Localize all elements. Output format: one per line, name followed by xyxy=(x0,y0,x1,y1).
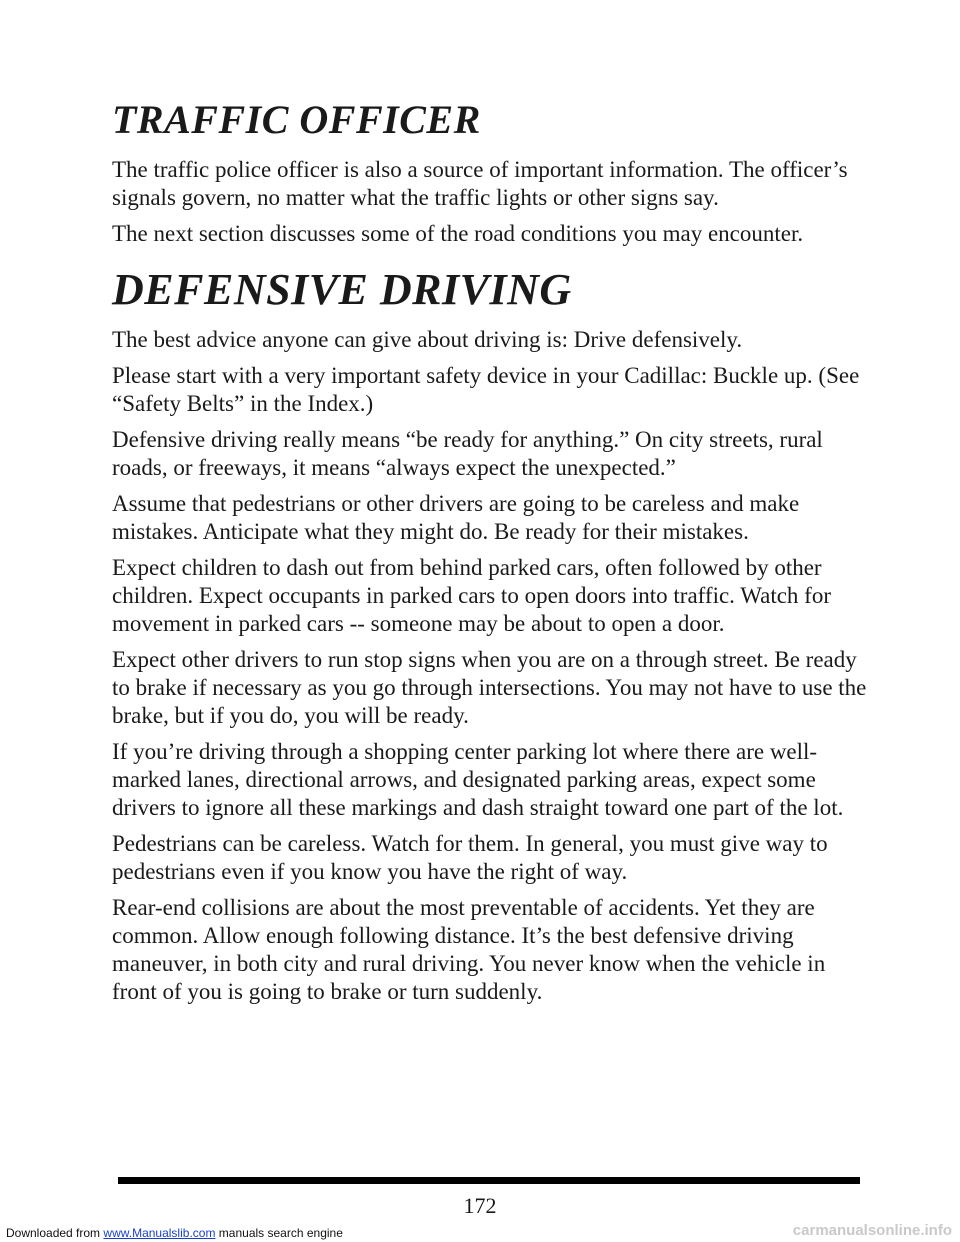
page-content xyxy=(112,96,872,1014)
footer-prefix: Downloaded from xyxy=(6,1226,101,1240)
paragraph: Expect other drivers to run stop signs when you are on a through street. Be ready to brake if necessary as you go through intersections. You may not have to use the brake, but if you do, you will be ready. xyxy=(112,647,867,728)
paragraph: Please start with a very important safety device in your Cadillac: Buckle up. (See “Safety Belts” in the Index.) xyxy=(112,363,860,416)
manualslib-link[interactable]: www.Manualslib.com xyxy=(103,1226,216,1240)
paragraph: The next section discusses some of the road conditions you may encounter. xyxy=(112,221,804,246)
paragraph: If you’re driving through a shopping center parking lot where there are well-marked lanes, directional arrows, and designated parking areas, expect some drivers to ignore all these markings and dash straight toward one part of the lot. xyxy=(112,739,844,820)
footer-rule xyxy=(118,1177,860,1184)
paragraph: Expect children to dash out from behind parked cars, often followed by other children. Expect occupants in parked cars to open doors into traffic. Watch for movement in parked cars -- someone may be about to open a door. xyxy=(112,555,831,636)
paragraph: The best advice anyone can give about driving is: Drive defensively. xyxy=(112,327,743,352)
paragraph: The traffic police officer is also a source of important information. The officer’s signals govern, no matter what the traffic lights or other signs say. xyxy=(112,157,848,210)
download-footer xyxy=(6,1226,343,1240)
paragraph: Pedestrians can be careless. Watch for them. In general, you must give way to pedestrians even if you know you have the right of way. xyxy=(112,831,828,884)
paragraph: Rear-end collisions are about the most preventable of accidents. Yet they are common. Allow enough following distance. It’s the best defensive driving maneuver, in both city and rural driving. You never know when the vehicle in front of you is going to brake or turn suddenly. xyxy=(112,895,826,1004)
heading-defensive-driving: DEFENSIVE DRIVING xyxy=(112,265,572,314)
footer-suffix: manuals search engine xyxy=(218,1226,343,1240)
paragraph: Assume that pedestrians or other drivers are going to be careless and make mistakes. Anticipate what they might do. Be ready for their mistakes. xyxy=(112,491,800,544)
watermark: carmanualsonline.info xyxy=(792,1222,952,1239)
paragraph: Defensive driving really means “be ready for anything.” On city streets, rural roads, or freeways, it means “always expect the unexpected.” xyxy=(112,427,823,480)
page-number: 172 xyxy=(463,1193,497,1218)
heading-traffic-officer: TRAFFIC OFFICER xyxy=(112,97,481,142)
